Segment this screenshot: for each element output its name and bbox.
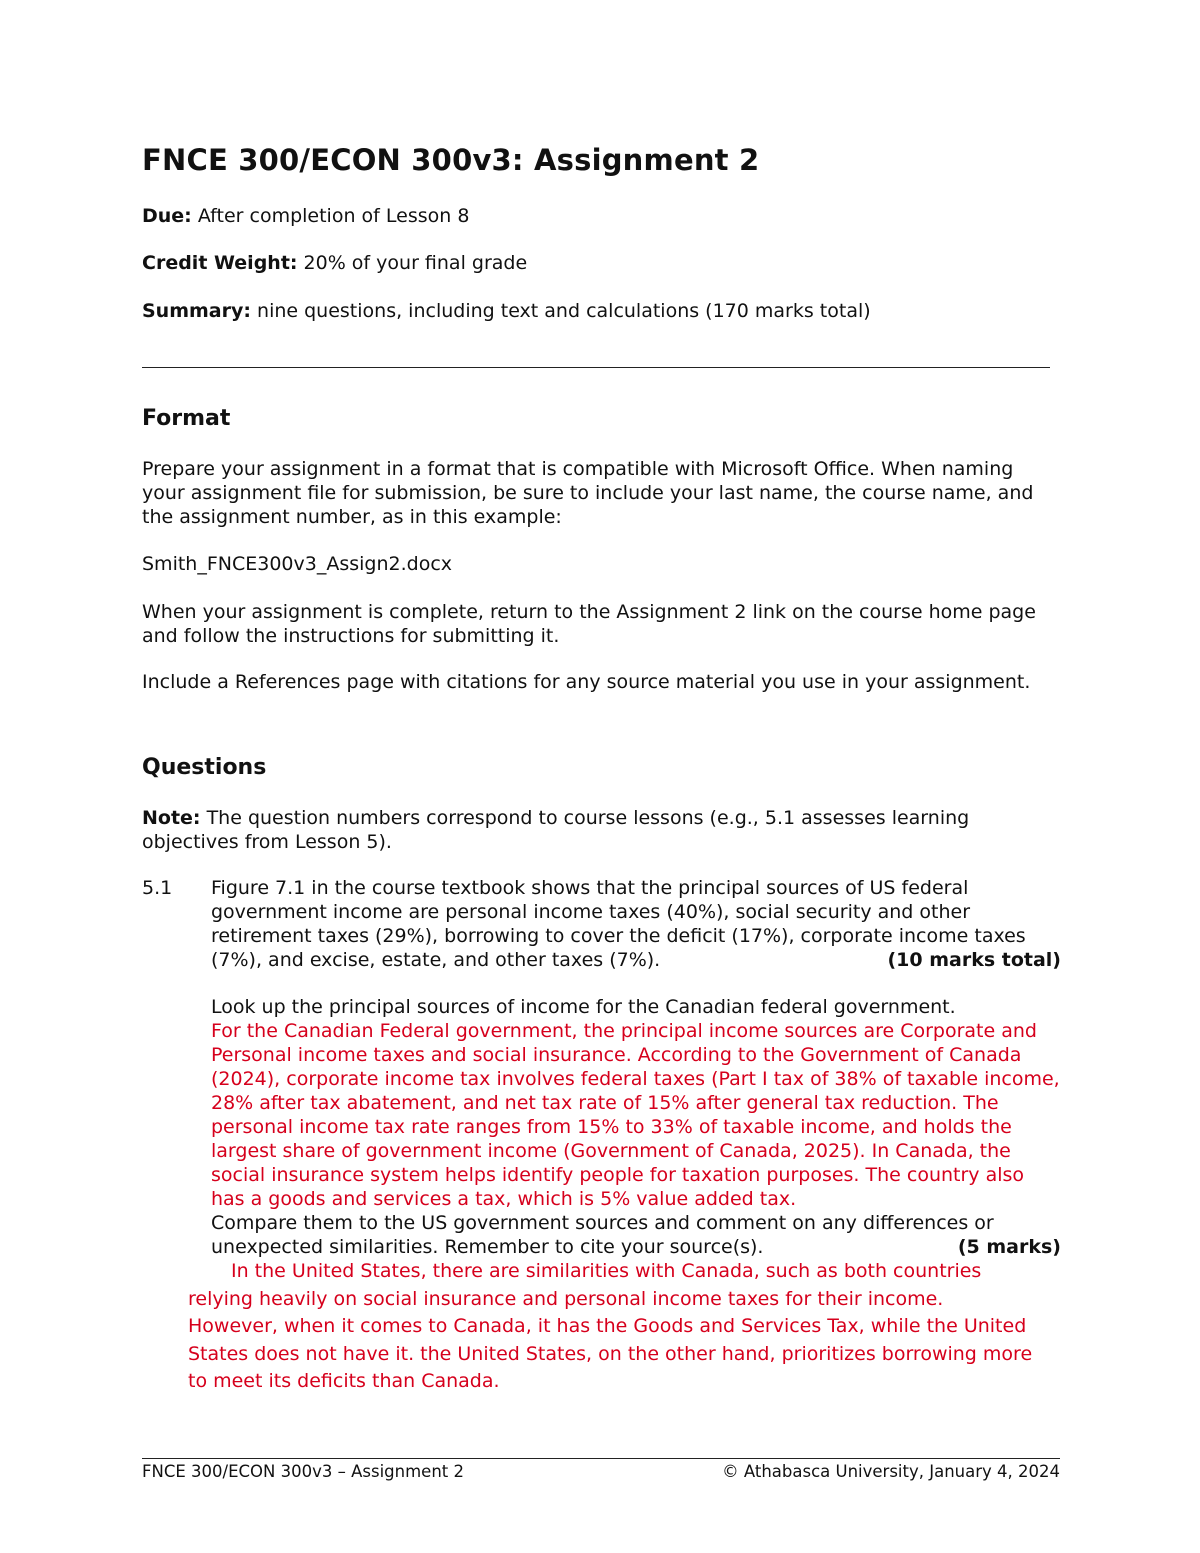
question-part-b-marks: (5 marks) [957, 1236, 1061, 1258]
questions-heading: Questions [142, 755, 267, 780]
summary-line [142, 299, 871, 323]
footer-copyright: © Athabasca University, January 4, 2024 [722, 1462, 1060, 1481]
format-paragraph-1: Prepare your assignment in a format that is compatible with Microsoft Office. When naming your assignment file for submission, be sure to include your last name, the course name, and the assignment number, as in this example: [142, 458, 1034, 528]
due-value: After completion of Lesson 8 [191, 205, 470, 227]
question-total-marks: (10 marks total) [887, 949, 1061, 971]
credit-weight-value: 20% of your final grade [297, 252, 528, 274]
document-page [142, 0, 1060, 1553]
format-paragraph-2: When your assignment is complete, return to the Assignment 2 link on the course home page and follow the instructions for submitting it. [142, 601, 1036, 647]
note-text: The question numbers correspond to course lessons (e.g., 5.1 assesses learning objectives from Lesson 5). [142, 807, 970, 853]
due-label: Due: [142, 205, 192, 227]
footer-divider [142, 1458, 1060, 1459]
questions-note [142, 806, 1054, 854]
question-part-a: Look up the principal sources of income for the Canadian federal government. [211, 996, 956, 1018]
question-prompt-text: Figure 7.1 in the course textbook shows that the principal sources of US federal government income are personal income taxes (40%), social security and other retirement taxes (29%), borrowing to cover the deficit (17%), corporate income taxes (7%), and excise, estate, and other taxes (7%). [211, 877, 1026, 971]
section-divider [142, 367, 1050, 368]
note-label: Note: [142, 807, 201, 829]
answer-part-b: In the United States, there are similarities with Canada, such as both countries relying heavily on social insurance and personal income taxes for their income. However, when it comes to Canada, it has the Goods and Services Tax, while the United States does not have it. the United States, on the other hand, prioritizes borrowing more to meet its deficits than Canada. [188, 1260, 1033, 1392]
credit-weight-label: Credit Weight: [142, 252, 298, 274]
answer-part-a: For the Canadian Federal government, the principal income sources are Corporate and Personal income taxes and social insurance. According to the Government of Canada (2024), corporate income tax involves federal taxes (Part I tax of 38% of taxable income, 28% after tax abatement, and net tax rate of 15% after general tax reduction. The personal income tax rate ranges from 15% to 33% of taxable income, and holds the largest share of government income (Government of Canada, 2025). In Canada, the social insurance system helps identify people for taxation purposes. The country also has a goods and services a tax, which is 5% value added tax. [211, 1020, 1060, 1210]
footer-course-label: FNCE 300/ECON 300v3 – Assignment 2 [142, 1462, 464, 1481]
question-part-b [211, 1211, 1061, 1259]
format-heading: Format [142, 406, 231, 431]
summary-value: nine questions, including text and calculations (170 marks total) [250, 300, 871, 322]
question-prompt [211, 876, 1061, 972]
question-part-b-text: Compare them to the US government sources and comment on any differences or unexpected similarities. Remember to cite your source(s). [211, 1212, 994, 1258]
credit-weight-line [142, 251, 527, 275]
example-filename: Smith_FNCE300v3_Assign2.docx [142, 553, 453, 575]
question-number: 5.1 [142, 877, 173, 899]
format-paragraph-3: Include a References page with citations for any source material you use in your assignment. [142, 671, 1031, 693]
document-title: FNCE 300/ECON 300v3: Assignment 2 [142, 143, 760, 177]
due-line [142, 204, 469, 228]
question-part-a-block [211, 995, 1061, 1259]
summary-label: Summary: [142, 300, 251, 322]
